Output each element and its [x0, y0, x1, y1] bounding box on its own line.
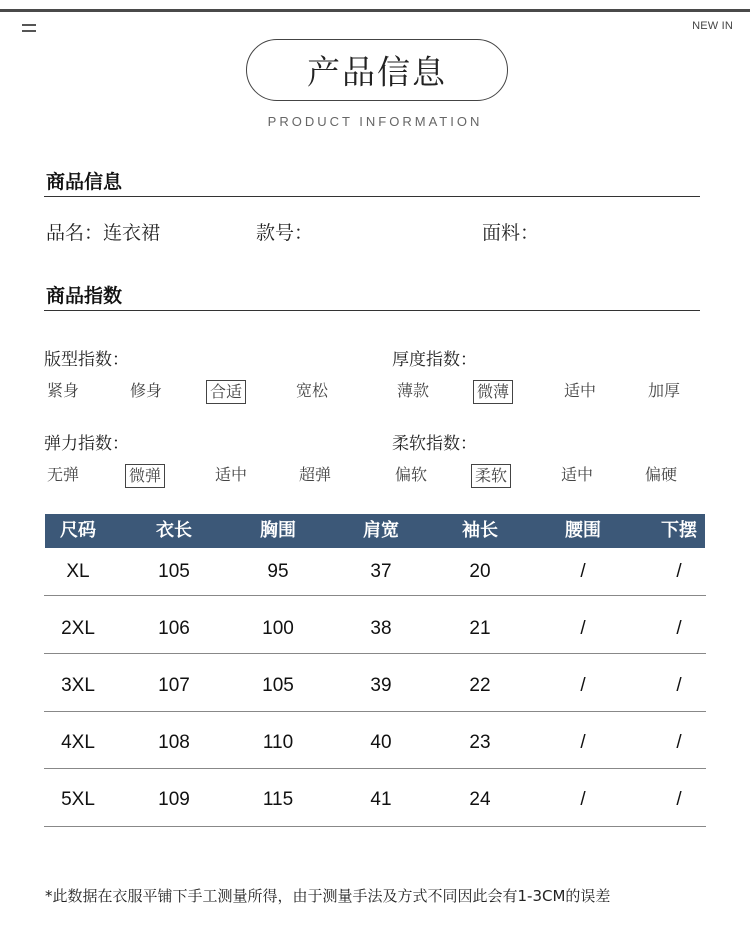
product-info-title: 商品信息 [46, 171, 123, 193]
table-cell: 3XL [61, 675, 95, 696]
index-option: 无弹 [47, 465, 80, 484]
index-option: 宽松 [296, 381, 329, 400]
product-fabric: 面料： [482, 222, 540, 244]
table-cell: 100 [262, 618, 294, 639]
index-option-selected: 微薄 [473, 380, 513, 404]
table-column-header: 尺码 [60, 520, 96, 541]
table-cell: 5XL [61, 789, 95, 810]
table-cell: 40 [370, 732, 392, 753]
index-option-selected: 柔软 [471, 464, 511, 488]
table-row-divider [44, 653, 706, 654]
table-cell: 21 [469, 618, 491, 639]
table-column-header: 下摆 [661, 520, 697, 541]
table-cell: 2XL [61, 618, 95, 639]
index-option: 适中 [561, 465, 594, 484]
table-cell: 108 [158, 732, 190, 753]
table-column-header: 肩宽 [363, 520, 399, 541]
table-cell: 105 [158, 561, 190, 582]
product-style-no: 款号： [256, 222, 314, 244]
table-cell: 109 [158, 789, 190, 810]
table-cell: 23 [469, 732, 491, 753]
index-option: 偏软 [395, 465, 428, 484]
table-cell: / [676, 618, 682, 639]
table-cell: / [580, 675, 586, 696]
index-label: 柔软指数： [392, 434, 477, 454]
product-name: 品名：连衣裙 [46, 222, 161, 244]
index-option: 薄款 [397, 381, 430, 400]
menu-icon[interactable] [22, 24, 36, 34]
top-divider [0, 9, 750, 12]
table-cell: 110 [262, 732, 294, 753]
table-row-divider [44, 595, 706, 596]
index-option: 偏硬 [645, 465, 678, 484]
index-option: 紧身 [47, 381, 80, 400]
index-option: 修身 [130, 381, 163, 400]
table-cell: / [676, 789, 682, 810]
index-option-selected: 合适 [206, 380, 246, 404]
size-table-header [45, 514, 705, 548]
new-in-badge: NEW IN [692, 20, 733, 32]
table-cell: 38 [370, 618, 392, 639]
indices-divider [44, 310, 700, 311]
table-cell: / [580, 561, 586, 582]
table-column-header: 衣长 [156, 520, 192, 541]
index-option: 超弹 [299, 465, 332, 484]
table-cell: / [580, 732, 586, 753]
index-option: 适中 [564, 381, 597, 400]
table-cell: / [676, 675, 682, 696]
table-cell: / [676, 732, 682, 753]
table-cell: XL [66, 561, 90, 582]
index-label: 版型指数： [44, 350, 129, 370]
index-option-selected: 微弹 [125, 464, 165, 488]
table-row-divider [44, 826, 706, 827]
measurement-footnote: *此数据在衣服平铺下手工测量所得，由于测量手法及方式不同因此会有1-3CM的误差 [45, 887, 611, 905]
product-info-divider [44, 196, 700, 197]
table-cell: / [580, 618, 586, 639]
table-cell: 22 [469, 675, 491, 696]
table-cell: / [580, 789, 586, 810]
index-option: 适中 [215, 465, 248, 484]
table-cell: / [676, 561, 682, 582]
table-cell: 20 [469, 561, 491, 582]
table-column-header: 袖长 [462, 520, 498, 541]
index-label: 厚度指数： [392, 350, 477, 370]
table-row-divider [44, 711, 706, 712]
table-cell: 41 [370, 789, 392, 810]
index-option: 加厚 [648, 381, 681, 400]
title-pill [246, 39, 508, 101]
table-column-header: 腰围 [565, 520, 601, 541]
table-cell: 95 [267, 561, 289, 582]
table-cell: 105 [262, 675, 294, 696]
table-cell: 39 [370, 675, 392, 696]
table-cell: 24 [469, 789, 491, 810]
table-cell: 4XL [61, 732, 95, 753]
table-column-header: 胸围 [260, 520, 296, 541]
table-cell: 107 [158, 675, 190, 696]
table-cell: 37 [370, 561, 392, 582]
page-title: 产品信息 [307, 52, 447, 92]
table-row-divider [44, 768, 706, 769]
table-cell: 115 [262, 789, 294, 810]
indices-title: 商品指数 [46, 285, 123, 307]
page-subtitle: PRODUCT INFORMATION [267, 114, 483, 129]
index-label: 弹力指数： [44, 434, 129, 454]
table-cell: 106 [158, 618, 190, 639]
